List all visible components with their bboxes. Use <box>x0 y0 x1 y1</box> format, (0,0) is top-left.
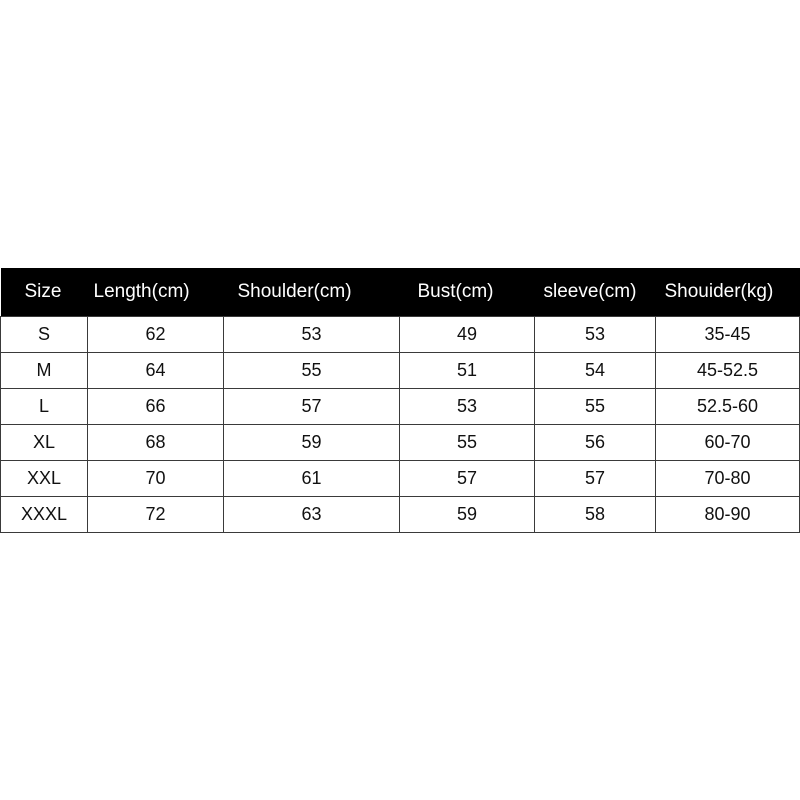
cell-shoulder: 61 <box>224 461 400 497</box>
size-chart-table <box>0 268 800 533</box>
table-row <box>1 497 800 533</box>
cell-shoulder: 63 <box>224 497 400 533</box>
header-row <box>1 268 800 317</box>
cell-weight: 35-45 <box>656 317 800 353</box>
header-weight: Shouider(kg) <box>656 268 800 317</box>
table-row <box>1 425 800 461</box>
cell-bust: 59 <box>400 497 535 533</box>
header-length: Length(cm) <box>88 268 224 317</box>
cell-length: 62 <box>88 317 224 353</box>
cell-weight: 80-90 <box>656 497 800 533</box>
cell-sleeve: 55 <box>535 389 656 425</box>
cell-sleeve: 56 <box>535 425 656 461</box>
cell-size: XL <box>1 425 88 461</box>
cell-bust: 55 <box>400 425 535 461</box>
cell-sleeve: 54 <box>535 353 656 389</box>
cell-size: M <box>1 353 88 389</box>
cell-sleeve: 53 <box>535 317 656 353</box>
table-row <box>1 317 800 353</box>
header-shoulder: Shoulder(cm) <box>224 268 400 317</box>
cell-sleeve: 58 <box>535 497 656 533</box>
cell-weight: 45-52.5 <box>656 353 800 389</box>
cell-sleeve: 57 <box>535 461 656 497</box>
cell-length: 70 <box>88 461 224 497</box>
cell-shoulder: 57 <box>224 389 400 425</box>
cell-shoulder: 53 <box>224 317 400 353</box>
table-row <box>1 389 800 425</box>
cell-size: S <box>1 317 88 353</box>
table-row <box>1 353 800 389</box>
cell-weight: 70-80 <box>656 461 800 497</box>
cell-size: XXL <box>1 461 88 497</box>
cell-bust: 51 <box>400 353 535 389</box>
header-sleeve: sleeve(cm) <box>535 268 656 317</box>
table-row <box>1 461 800 497</box>
cell-size: XXXL <box>1 497 88 533</box>
cell-shoulder: 59 <box>224 425 400 461</box>
cell-length: 66 <box>88 389 224 425</box>
cell-bust: 53 <box>400 389 535 425</box>
cell-length: 68 <box>88 425 224 461</box>
header-size: Size <box>1 268 88 317</box>
cell-weight: 52.5-60 <box>656 389 800 425</box>
cell-length: 72 <box>88 497 224 533</box>
cell-weight: 60-70 <box>656 425 800 461</box>
cell-size: L <box>1 389 88 425</box>
cell-length: 64 <box>88 353 224 389</box>
header-bust: Bust(cm) <box>400 268 535 317</box>
cell-bust: 57 <box>400 461 535 497</box>
cell-shoulder: 55 <box>224 353 400 389</box>
cell-bust: 49 <box>400 317 535 353</box>
